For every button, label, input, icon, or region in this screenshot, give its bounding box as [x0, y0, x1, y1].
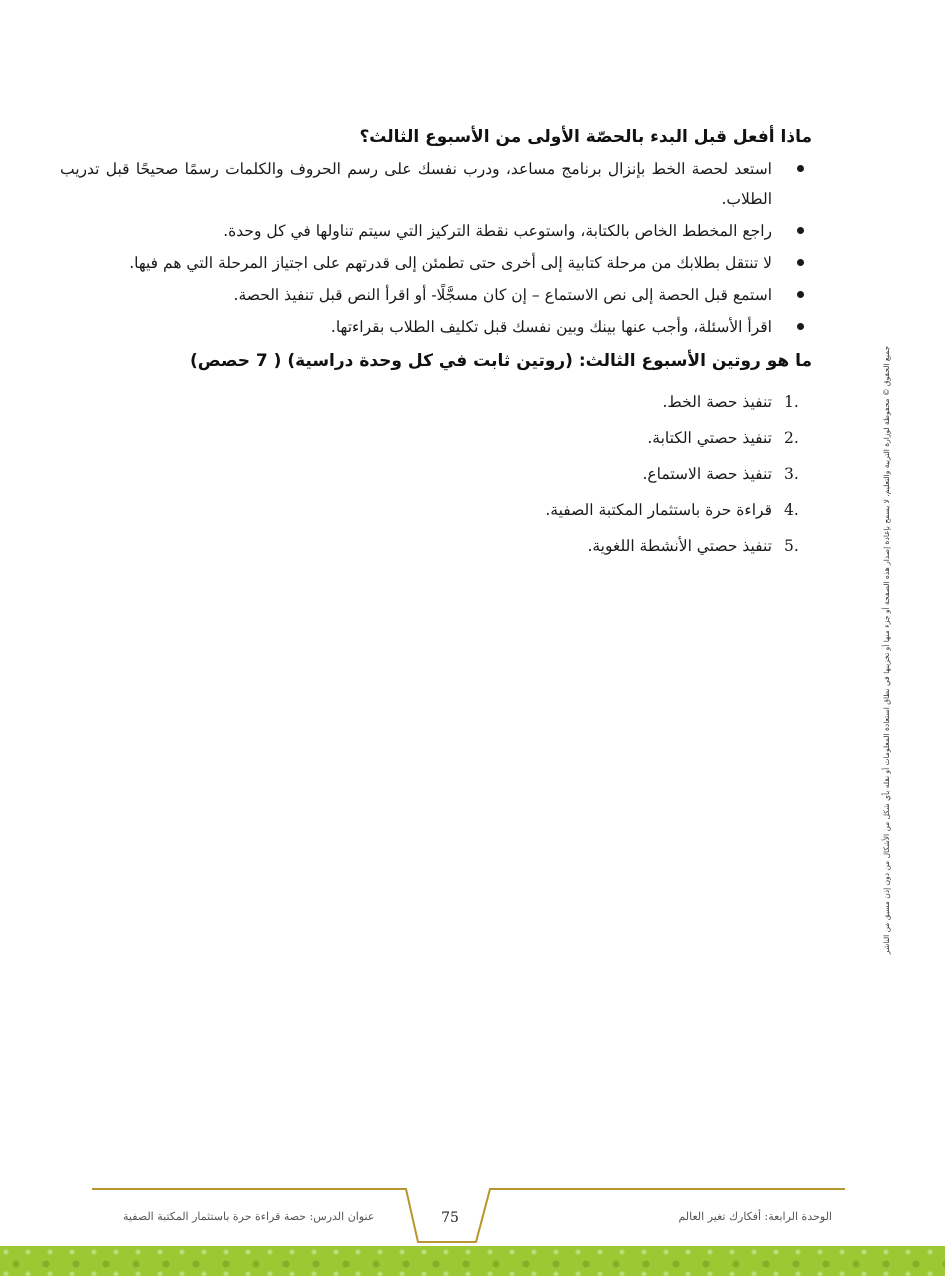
- step-number: 3.: [784, 465, 799, 483]
- footer-unit-title: الوحدة الرابعة: أفكارك تغير العالم: [678, 1210, 832, 1223]
- bullet-icon: [797, 323, 804, 330]
- step-number: 4.: [784, 501, 799, 519]
- list-item: [60, 384, 812, 420]
- step-text: تنفيذ حصة الاستماع.: [642, 465, 772, 483]
- list-item-text: راجع المخطط الخاص بالكتابة، واستوعب نقطة التركيز التي سيتم تناولها في كل وحدة.: [223, 222, 772, 240]
- list-item: [60, 420, 812, 456]
- step-text: قراءة حرة باستثمار المكتبة الصفية.: [545, 501, 772, 519]
- bullet-icon: [797, 165, 804, 172]
- section1-heading: ماذا أفعل قبل البدء بالحصّة الأولى من الأسبوع الثالث؟: [359, 127, 812, 147]
- list-item: [60, 456, 812, 492]
- step-number: 5.: [784, 537, 799, 555]
- list-item-text: اقرأ الأسئلة، وأجب عنها بينك وبين نفسك قبل تكليف الطلاب بقراءتها.: [330, 318, 772, 336]
- bullet-icon: [797, 259, 804, 266]
- list-item-text: استعد لحصة الخط بإنزال برنامج مساعد، ودرب نفسك على رسم الحروف والكلمات رسمًا صحيحًا قبل تدريب الطلاب.: [60, 160, 772, 208]
- step-text: تنفيذ حصتي الأنشطة اللغوية.: [587, 537, 772, 555]
- step-number: 1.: [784, 393, 799, 411]
- preparation-list: [60, 154, 812, 342]
- list-item: [60, 248, 812, 278]
- bullet-icon: [797, 291, 804, 298]
- list-item: [60, 154, 812, 214]
- list-item: [60, 216, 812, 246]
- list-item: [60, 280, 812, 310]
- list-item: [60, 492, 812, 528]
- section2-heading: ما هو روتين الأسبوع الثالث: (روتين ثابت في كل وحدة دراسية) ( 7 حصص): [189, 351, 812, 371]
- footer-lesson-title: عنوان الدرس: حصة قراءة حرة باستثمار المكتبة الصفية: [123, 1210, 375, 1223]
- list-item: [60, 528, 812, 564]
- page-number: 75: [441, 1210, 459, 1226]
- copyright-side-note: جميع الحقوق © محفوظة لوزارة التربية والتعليم. لا يسمح بإعادة إصدار هذه الصفحة أو جزء منها أو تخزينها في نطاق استعادة المعلومات أو نقله بأي شكل من الأشكال من دون إذن مسبق من الناشر: [882, 345, 891, 955]
- list-item-text: لا تنتقل بطلابك من مرحلة كتابية إلى أخرى حتى تطمئن إلى قدرتهم على اجتياز المرحلة التي هم فيها.: [129, 254, 772, 272]
- step-text: تنفيذ حصتي الكتابة.: [647, 429, 772, 447]
- list-item-text: استمع قبل الحصة إلى نص الاستماع – إن كان مسجَّلًا- أو اقرأ النص قبل تنفيذ الحصة.: [233, 286, 772, 304]
- list-item: [60, 312, 812, 342]
- step-text: تنفيذ حصة الخط.: [662, 393, 772, 411]
- main-content: [60, 122, 812, 564]
- routine-list: [60, 384, 812, 564]
- step-number: 2.: [784, 429, 799, 447]
- bullet-icon: [797, 227, 804, 234]
- decorative-green-band: [0, 1246, 945, 1276]
